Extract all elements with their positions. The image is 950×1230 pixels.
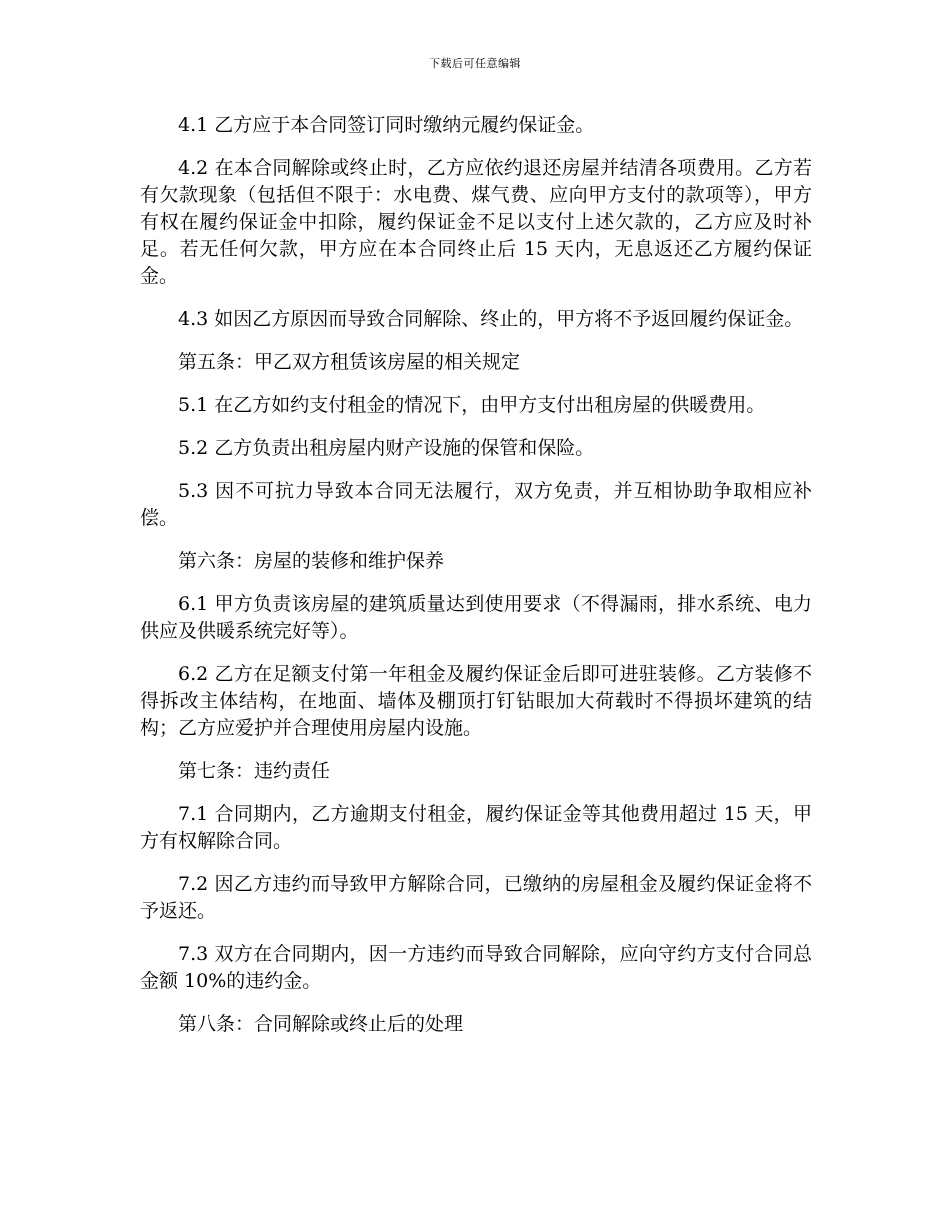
clause-7-2: 7.2 因乙方违约而导致甲方解除合同，已缴纳的房屋租金及履约保证金将不予返还。: [140, 873, 812, 922]
clause-4-2: 4.2 在本合同解除或终止时，乙方应依约退还房屋并结清各项费用。乙方若有欠款现象（包括但不限于：水电费、煤气费、应向甲方支付的款项等），甲方有权在履约保证金中扣除，履约保证金不足以支付上述欠款的，乙方应及时补足。若无任何欠款，甲方应在本合同终止后 15 天内，无息返还乙方履约保证金。: [140, 157, 812, 287]
clause-6-1: 6.1 甲方负责该房屋的建筑质量达到使用要求（不得漏雨，排水系统、电力供应及供暖系统完好等）。: [140, 593, 812, 642]
clause-7-1: 7.1 合同期内，乙方逾期支付租金，履约保证金等其他费用超过 15 天，甲方有权解除合同。: [140, 803, 812, 852]
clause-7-3: 7.3 双方在合同期内，因一方违约而导致合同解除，应向守约方支付合同总金额 10%的违约金。: [140, 943, 812, 992]
clause-5-1: 5.1 在乙方如约支付租金的情况下，由甲方支付出租房屋的供暖费用。: [178, 394, 766, 416]
contract-body: [140, 112, 812, 1054]
clause-5-2: 5.2 乙方负责出租房屋内财产设施的保管和保险。: [178, 437, 595, 459]
clause-5-3: 5.3 因不可抗力导致本合同无法履行，双方免责，并互相协助争取相应补偿。: [140, 480, 812, 529]
clause-4-1: 4.1 乙方应于本合同签订同时缴纳元履约保证金。: [178, 114, 595, 136]
clause-6-2: 6.2 乙方在足额支付第一年租金及履约保证金后即可进驻装修。乙方装修不得拆改主体结构，在地面、墙体及棚顶打钉钻眼加大荷载时不得损坏建筑的结构；乙方应爱护并合理使用房屋内设施。: [140, 663, 812, 739]
article-6-heading: 第六条：房屋的装修和维护保养: [178, 550, 445, 572]
article-7-heading: 第七条：违约责任: [178, 760, 331, 782]
article-5-heading: 第五条：甲乙双方租赁该房屋的相关规定: [178, 351, 521, 373]
article-8-heading: 第八条：合同解除或终止后的处理: [178, 1013, 464, 1035]
header-note: 下载后可任意编辑: [429, 57, 521, 70]
clause-4-3: 4.3 如因乙方原因而导致合同解除、终止的，甲方将不予返回履约保证金。: [178, 308, 804, 330]
